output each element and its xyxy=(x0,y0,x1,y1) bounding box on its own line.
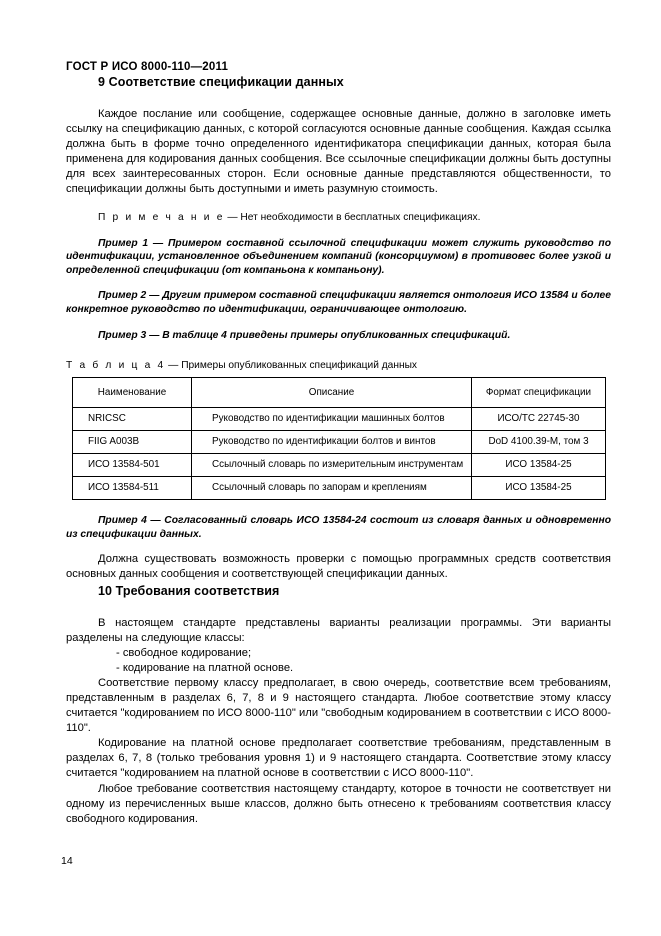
table-cell-description: Руководство по идентификации болтов и винтов xyxy=(192,431,472,454)
table-cell-name: NRICSC xyxy=(73,408,192,431)
table-row xyxy=(73,454,606,477)
note-label: П р и м е ч а н и е xyxy=(98,211,225,223)
table-row xyxy=(73,477,606,500)
list-item: - кодирование на платной основе. xyxy=(116,661,294,674)
table-cell-name: FIIG A003B xyxy=(73,431,192,454)
section-10-paragraph-1: В настоящем стандарте представлены варианты реализации программы. Эти варианты разделены на следующие классы: xyxy=(66,616,611,644)
table-caption xyxy=(66,359,611,373)
table-column-header-description: Описание xyxy=(192,378,472,408)
table-cell-format: DoD 4100.39-M, том 3 xyxy=(472,431,606,454)
published-specifications-table xyxy=(72,377,606,500)
table-cell-format: ИСО/ТС 22745-30 xyxy=(472,408,606,431)
example-1: Пример 1 — Примером составной ссылочной спецификации может служить руководство по идентификации, установленное объединением компаний (консорциумом) в противовес более узкой и определенной спецификации (от компаньона к компаньону). xyxy=(66,237,611,276)
table-cell-name: ИСО 13584-511 xyxy=(73,477,192,500)
note-block xyxy=(66,211,611,225)
example-3: Пример 3 — В таблице 4 приведены примеры опубликованных спецификаций. xyxy=(98,329,511,341)
example-2: Пример 2 — Другим примером составной спецификации является онтология ИСО 13584 и более конкретное руководство по идентификации, ограничивающее онтологию. xyxy=(66,290,611,315)
page-number: 14 xyxy=(61,855,73,867)
table-cell-format: ИСО 13584-25 xyxy=(472,454,606,477)
table-column-header-name: Наименование xyxy=(73,378,192,408)
table-cell-description: Руководство по идентификации машинных болтов xyxy=(192,408,472,431)
section-9-paragraph-1: Каждое послание или сообщение, содержащее основные данные, должно в заголовке иметь ссылку на спецификацию данных, с которой согласуются основные данные сообщения. Каждая ссылка должна быть в форме точно определенного идентификатора спецификации данных, которая была применена для кодирования данных сообщения. Все ссылочные спецификации должны быть доступны для всех заинтересованных сторон. Если основные данные представляются общественности, то спецификации должны быть доступными и иметь разумную стоимость. xyxy=(66,108,611,196)
section-10-heading: 10 Требования соответствия xyxy=(98,583,280,598)
table-caption-text: — Примеры опубликованных спецификаций данных xyxy=(165,360,418,372)
list-item: - свободное кодирование; xyxy=(116,646,252,659)
example-4: Пример 4 — Согласованный словарь ИСО 13584-24 состоит из словаря данных и одновременно из спецификации данных. xyxy=(66,515,611,540)
table-row xyxy=(73,408,606,431)
page-header: ГОСТ Р ИСО 8000-110—2011 xyxy=(66,61,229,73)
section-9-paragraph-2: Должна существовать возможность проверки с помощью программных средств соответствия основных данных сообщения и соответствующей спецификации данных. xyxy=(66,553,611,581)
table-row xyxy=(73,431,606,454)
table-caption-label: Т а б л и ц а 4 xyxy=(66,360,166,372)
section-10-paragraph-4: Любое требование соответствия настоящему стандарту, которое в точности не соответствует ни одному из перечисленных выше классов, должно быть отнесено к требованиям соответствия классу свободного кодирования. xyxy=(66,782,611,825)
section-10-paragraph-3: Кодирование на платной основе предполагает соответствие требованиям, представленным в разделах 6, 7, 8 (только требования уровня 1) и 9 настоящего стандарта. Соответствие этому классу считается "кодированием на платной основе в соответствии с ИСО 8000-110". xyxy=(66,737,611,780)
section-10-paragraph-2: Соответствие первому классу предполагает, в свою очередь, соответствие всем требованиям, представленным в разделах 6, 7, 8 и 9 настоящего стандарта. Любое соответствие этому классу считается "кодированием по ИСО 8000-110" или "свободным кодированием в соответствии с ИСО 8000-110". xyxy=(66,676,611,735)
note-text: — Нет необходимости в бесплатных спецификациях. xyxy=(224,211,481,223)
table-column-header-format: Формат спецификации xyxy=(472,378,606,408)
page-content xyxy=(66,0,611,827)
table-cell-name: ИСО 13584-501 xyxy=(73,454,192,477)
table-cell-description: Ссылочный словарь по запорам и креплениям xyxy=(192,477,472,500)
table-cell-format: ИСО 13584-25 xyxy=(472,477,606,500)
table-header-row xyxy=(73,378,606,408)
section-9-heading: 9 Соответствие спецификации данных xyxy=(98,75,344,89)
table-cell-description: Ссылочный словарь по измерительным инструментам xyxy=(192,454,472,477)
